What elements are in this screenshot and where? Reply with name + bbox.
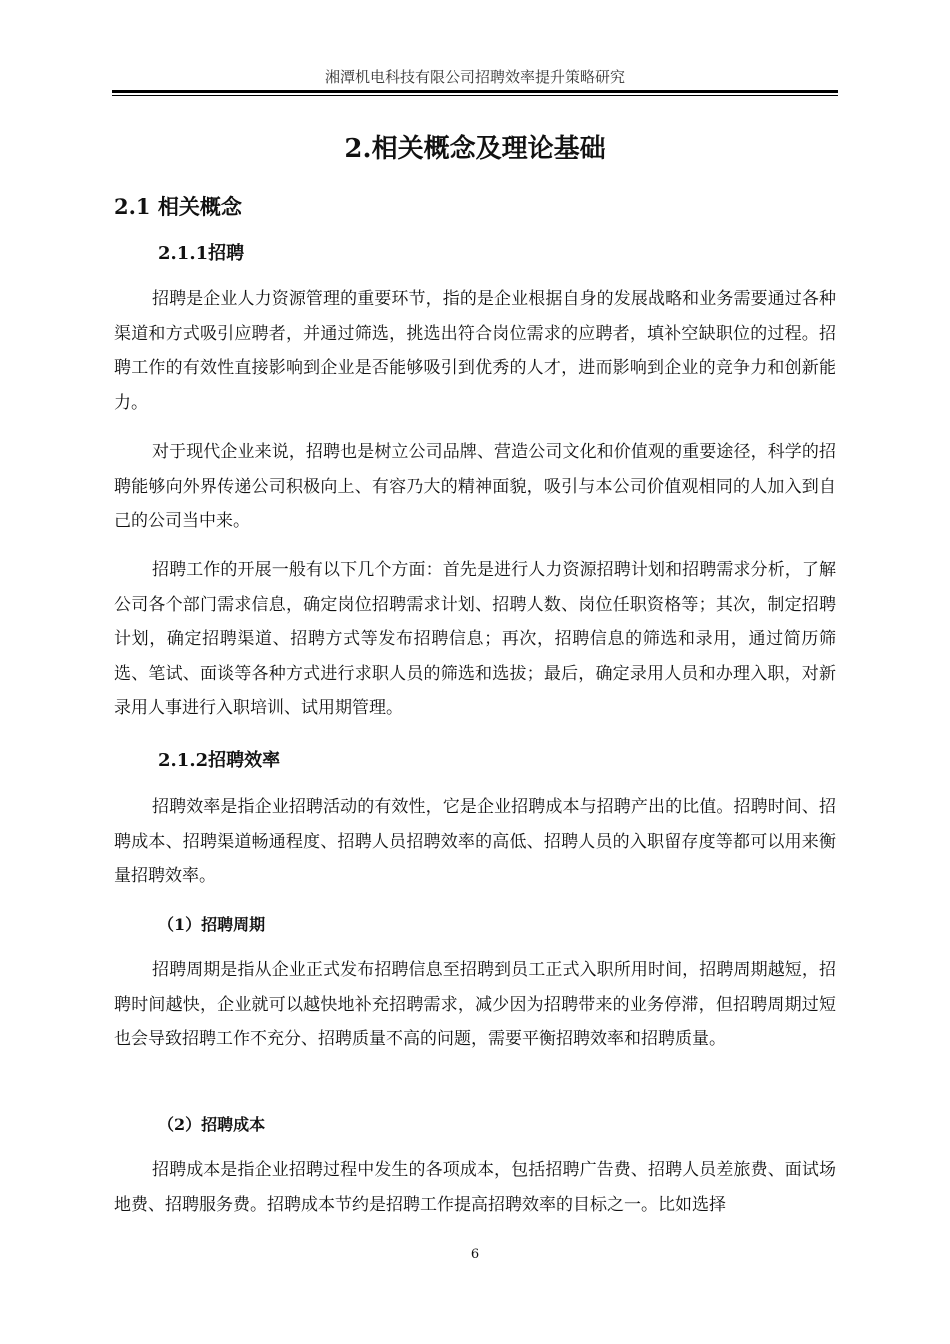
item-heading-recruitment-cycle: （1）招聘周期: [158, 915, 266, 934]
section-heading-2-1-1: 2.1.1招聘: [158, 243, 245, 264]
item-heading-recruitment-cost: （2）招聘成本: [158, 1115, 266, 1134]
paragraph-recruitment-process: 招聘工作的开展一般有以下几个方面：首先是进行人力资源招聘计划和招聘需求分析，了解公司各个部门需求信息，确定岗位招聘需求计划、招聘人数、岗位任职资格等；其次，制定招聘计划，确定招聘渠道、招聘方式等发布招聘信息；再次，招聘信息的筛选和录用，通过简历筛选、笔试、面谈等各种方式进行求职人员的筛选和选拔；最后，确定录用人员和办理入职，对新录用人事进行入职培训、试用期管理。: [114, 560, 836, 718]
chapter-title: 2.相关概念及理论基础: [344, 134, 606, 164]
section-heading-2-1: 2.1 相关概念: [114, 194, 242, 219]
paragraph-recruitment-cost: 招聘成本是指企业招聘过程中发生的各项成本，包括招聘广告费、招聘人员差旅费、面试场地费、招聘服务费。招聘成本节约是招聘工作提高招聘效率的目标之一。比如选择: [114, 1160, 836, 1215]
header-rule-thick: [112, 90, 838, 93]
paragraph-recruitment-cycle: 招聘周期是指从企业正式发布招聘信息至招聘到员工正式入职所用时间，招聘周期越短，招聘时间越快，企业就可以越快地补充招聘需求，减少因为招聘带来的业务停滞，但招聘周期过短也会导致招聘工作不充分、招聘质量不高的问题，需要平衡招聘效率和招聘质量。: [114, 960, 836, 1049]
header-rule-thin: [112, 95, 838, 96]
page-number: 6: [470, 1247, 480, 1262]
section-heading-2-1-2: 2.1.2招聘效率: [158, 750, 281, 771]
paragraph-recruitment-branding: 对于现代企业来说，招聘也是树立公司品牌、营造公司文化和价值观的重要途径，科学的招聘能够向外界传递公司积极向上、有容乃大的精神面貌，吸引与本公司价值观相同的人加入到自己的公司当中来。: [114, 442, 836, 531]
paragraph-recruitment-efficiency: 招聘效率是指企业招聘活动的有效性，它是企业招聘成本与招聘产出的比值。招聘时间、招聘成本、招聘渠道畅通程度、招聘人员招聘效率的高低、招聘人员的入职留存度等都可以用来衡量招聘效率。: [114, 797, 836, 886]
running-header: 湘潭机电科技有限公司招聘效率提升策略研究: [324, 68, 625, 86]
paragraph-recruitment-definition: 招聘是企业人力资源管理的重要环节，指的是企业根据自身的发展战略和业务需要通过各种渠道和方式吸引应聘者，并通过筛选，挑选出符合岗位需求的应聘者，填补空缺职位的过程。招聘工作的有效性直接影响到企业是否能够吸引到优秀的人才，进而影响到企业的竞争力和创新能力。: [114, 289, 836, 413]
